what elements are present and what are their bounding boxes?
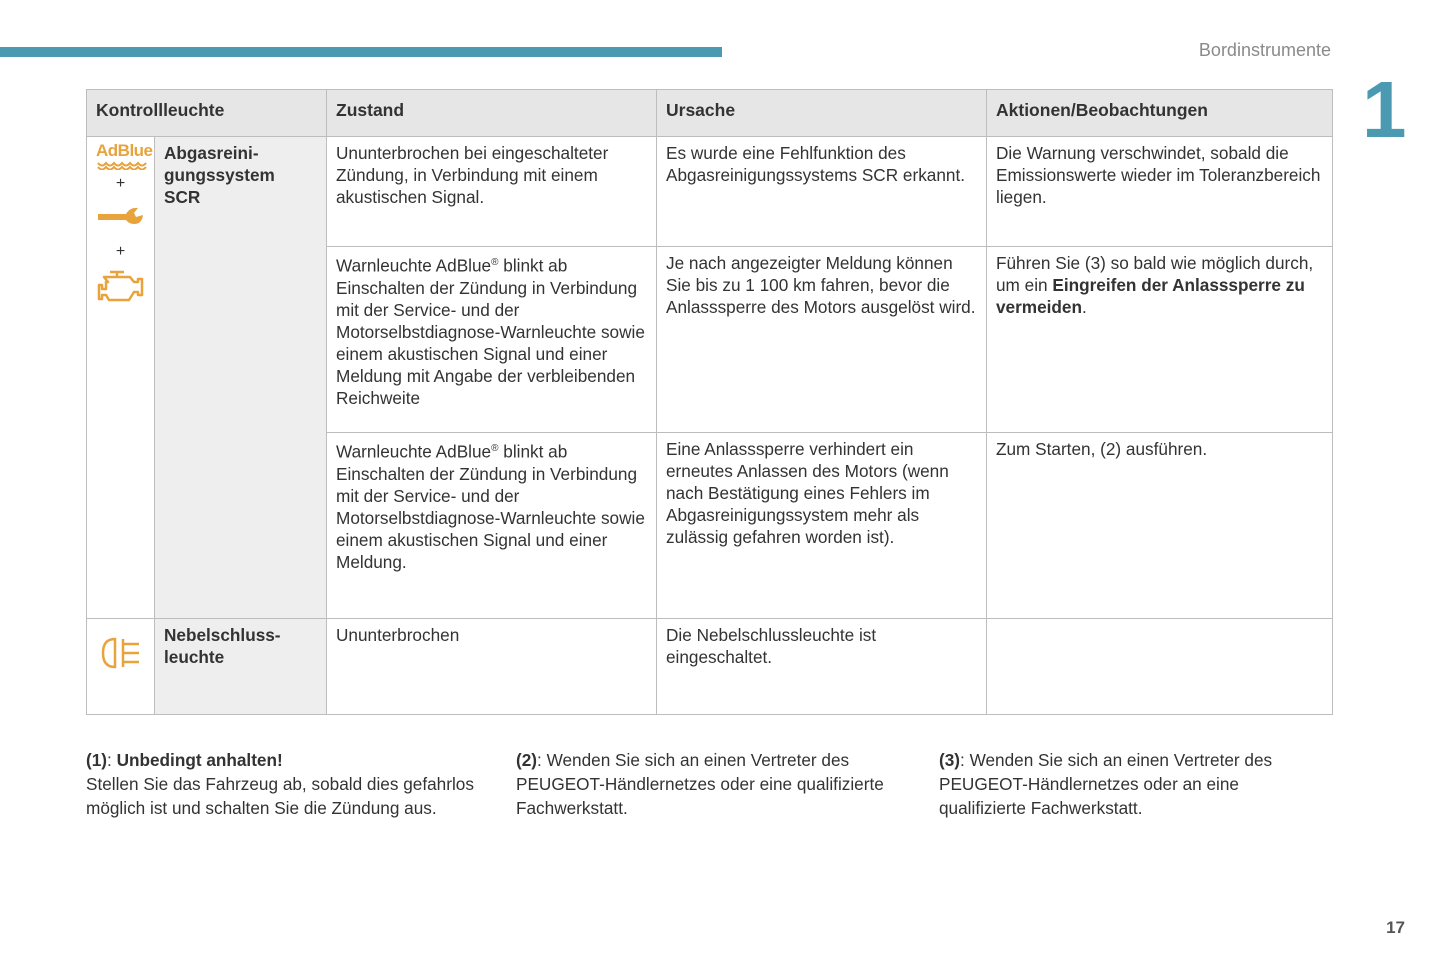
fog-icon-cell: [87, 619, 155, 715]
ursache-cell: Die Nebelschlussleuchte ist eingeschaltet.: [657, 619, 987, 715]
footnote-1: (1): Unbedingt anhalten! Stellen Sie das Fahrzeug ab, sobald dies gefahrlos möglich ist und schalten Sie die Zündung aus.: [86, 750, 474, 818]
ursache-cell: Es wurde eine Fehlfunktion des Abgasreinigungssystems SCR erkannt.: [657, 137, 987, 247]
section-title: Bordinstrumente: [1198, 40, 1331, 60]
header-accent-bar: [0, 47, 722, 57]
ursache-cell: Eine Anlasssperre verhindert ein erneutes Anlassen des Motors (wenn nach Bestätigung eines Fehlers im Abgasreinigungssystem mehr als zulässig gefahren worden ist).: [657, 433, 987, 619]
aktion-cell: Führen Sie (3) so bald wie möglich durch, um ein Eingreifen der Anlasssperre zu vermeiden.: [987, 247, 1333, 433]
zustand-cell: Ununterbrochen: [327, 619, 657, 715]
aktion-cell: Die Warnung verschwindet, sobald die Emissionswerte wieder im Toleranzbereich liegen.: [987, 137, 1333, 247]
table-header-row: [87, 90, 1333, 137]
adblue-icon: AdBlue: [96, 142, 145, 170]
header-zustand: Zustand: [327, 90, 657, 137]
chapter-number: 1: [1362, 65, 1407, 154]
footnote-3: (3): Wenden Sie sich an einen Vertreter des PEUGEOT-Händlernetzes oder an eine qualifizierte Fachwerkstatt.: [939, 750, 1273, 818]
aktion-cell: [987, 619, 1333, 715]
fog-name-cell: Nebelschluss- leuchte: [155, 619, 327, 715]
header-ursache: Ursache: [657, 90, 987, 137]
header-aktionen: Aktionen/Beobachtungen: [987, 90, 1333, 137]
ursache-cell: Je nach angezeigter Meldung können Sie bis zu 1 100 km fahren, bevor die Anlasssperre des Motors ausgelöst wird.: [657, 247, 987, 433]
table-row: [87, 137, 1333, 247]
scr-icons-cell: [87, 137, 155, 619]
scr-name-cell: Abgasreini- gungssystem SCR: [155, 137, 327, 619]
zustand-cell: Warnleuchte AdBlue® blinkt ab Einschalten der Zündung in Verbindung mit der Service- und der Motorselbstdiagnose-Warnleuchte sowie einem akustischen Signal und einer Meldung mit Angabe der verbleibenden Reichweite: [327, 247, 657, 433]
zustand-cell: Warnleuchte AdBlue® blinkt ab Einschalten der Zündung in Verbindung mit der Service- und der Motorselbstdiagnose-Warnleuchte sowie einem akustischen Signal und einer Meldung.: [327, 433, 657, 619]
aktion-cell: Zum Starten, (2) ausführen.: [987, 433, 1333, 619]
zustand-cell: Ununterbrochen bei eingeschalteter Zündung, in Verbindung mit einem akustischen Signal.: [327, 137, 657, 247]
wrench-icon: [96, 205, 145, 229]
engine-icon: [96, 269, 145, 307]
footnote-2: (2): Wenden Sie sich an einen Vertreter des PEUGEOT-Händlernetzes oder eine qualifizierte Fachwerkstatt.: [516, 750, 884, 818]
warning-lights-table: [86, 89, 1333, 715]
page-number: 17: [1386, 918, 1405, 937]
rear-fog-light-icon: [96, 635, 145, 671]
table-row: [87, 619, 1333, 715]
plus-sign: +: [115, 243, 126, 260]
header-kontrollleuchte: Kontrollleuchte: [87, 90, 327, 137]
plus-sign: +: [115, 175, 126, 192]
